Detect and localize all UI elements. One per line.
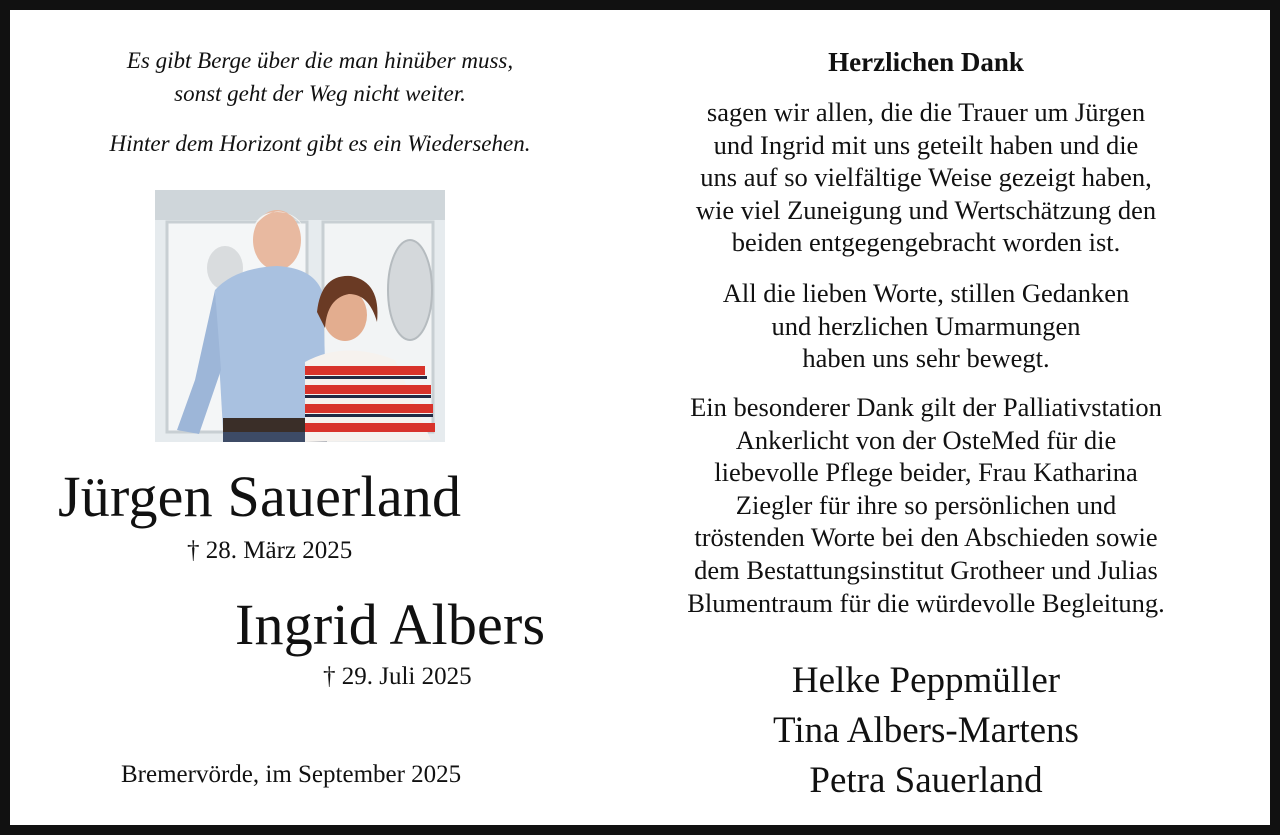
quote-line-2: sonst geht der Weg nicht weiter.	[174, 81, 466, 106]
text-line: haben uns sehr bewegt.	[802, 343, 1050, 374]
signer-name: Tina Albers-Martens	[773, 710, 1079, 751]
text-line: tröstenden Worte bei den Abschieden sowie	[694, 522, 1158, 553]
signers-list	[625, 656, 1227, 806]
text-line: beiden entgegengebracht worden ist.	[731, 227, 1121, 258]
place-and-date: Bremervörde, im September 2025	[121, 761, 462, 788]
thanks-paragraph-1	[625, 96, 1227, 259]
signer-name: Petra Sauerland	[809, 760, 1043, 801]
text-line: Blumentraum für die würdevolle Begleitung.	[687, 587, 1165, 618]
quote-block	[20, 44, 620, 110]
thanks-paragraph-2	[625, 277, 1227, 375]
text-line: und herzlichen Umarmungen	[771, 310, 1081, 341]
text-line: liebevolle Pflege beider, Frau Katharina	[714, 457, 1138, 488]
signer-name: Helke Peppmüller	[791, 660, 1061, 701]
text-line: Ziegler für ihre so persönlichen und	[735, 489, 1117, 520]
deceased-name-1: Jürgen Sauerland	[58, 464, 462, 529]
text-line: uns auf so vielfältige Weise gezeigt haben,	[700, 162, 1152, 193]
text-line: wie viel Zuneigung und Wertschätzung den	[695, 194, 1157, 225]
text-line: Ankerlicht von der OsteMed für die	[735, 424, 1117, 455]
text-line: und Ingrid mit uns geteilt haben und die	[713, 129, 1139, 160]
couple-photo-icon	[155, 190, 445, 442]
text-line: Ein besonderer Dank gilt der Palliativstation	[690, 392, 1162, 422]
text-line: dem Bestattungsinstitut Grotheer und Julias	[694, 554, 1158, 585]
left-column	[20, 10, 620, 820]
death-date-1: † 28. März 2025	[187, 537, 353, 564]
deceased-name-2: Ingrid Albers	[235, 592, 546, 657]
thanks-heading: Herzlichen Dank	[828, 47, 1024, 77]
death-date-2: † 29. Juli 2025	[323, 663, 472, 690]
quote-line-3: Hinter dem Horizont gibt es ein Wiedersehen.	[109, 131, 531, 156]
text-line: All die lieben Worte, stillen Gedanken	[722, 278, 1130, 308]
quote-line-1: Es gibt Berge über die man hinüber muss,	[126, 48, 514, 73]
text-line: sagen wir allen, die die Trauer um Jürgen	[706, 97, 1146, 127]
thanks-paragraph-3	[625, 391, 1227, 619]
right-column	[625, 10, 1235, 820]
couple-photo	[155, 190, 445, 442]
